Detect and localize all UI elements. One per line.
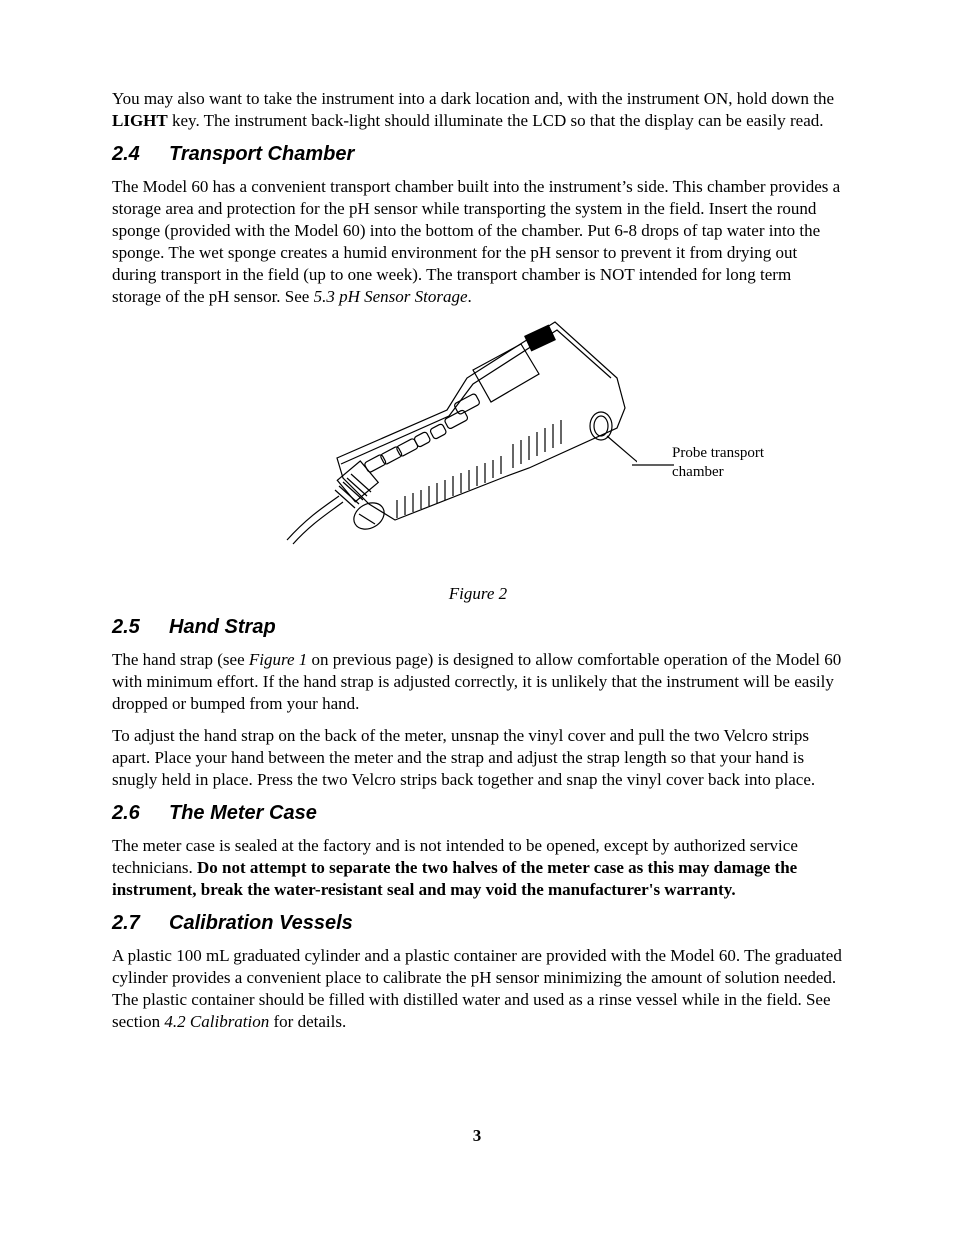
section-heading-2-4: 2.4 Transport Chamber bbox=[112, 143, 355, 165]
figure-caption: Figure 2 bbox=[448, 584, 508, 603]
hand-strap-paragraph-2: To adjust the hand strap on the back of the meter, unsnap the vinyl cover and pull the two Velcro strips apart. Place your hand between the meter and the strap and adjust the strap length so that your hand is snugly held in place. Press the two Velcro strips back together and snap the vinyl cover back into place. bbox=[112, 726, 816, 789]
transport-chamber-paragraph: The Model 60 has a convenient transport chamber built into the instrument’s side. This chamber provides a storage area and protection for the pH sensor while transporting the system in the field. Insert the round sponge (provided with the Model 60) into the bottom of the chamber. Put 6-8 drops of tap water into the sponge. The wet sponge creates a humid environment for the pH sensor to prevent it from drying out during transport in the field (up to one week). The transport chamber is NOT intended for long term storage of the pH sensor. See 5.3 pH Sensor Storage. bbox=[112, 177, 841, 306]
section-heading-2-5: 2.5 Hand Strap bbox=[112, 616, 276, 638]
light-key-label: LIGHT bbox=[112, 111, 168, 130]
calibration-reference: 4.2 Calibration bbox=[164, 1012, 270, 1031]
calibration-vessels-paragraph: A plastic 100 mL graduated cylinder and a plastic container are provided with the Model 60. The graduated cylinder provides a convenient place to calibrate the pH sensor minimizing the amount of solution needed. The plastic container should be filled with distilled water and used as a rinse vessel while in the field. See section 4.2 Calibration for details. bbox=[112, 946, 842, 1031]
page-number: 3 bbox=[472, 1126, 482, 1145]
meter-case-paragraph: The meter case is sealed at the factory and is not intended to be opened, except by authorized service technicians. Do not attempt to separate the two halves of the meter case as this may damage the instrument, break the water-resistant seal and may void the manufacturer's warranty. bbox=[112, 836, 798, 899]
meter-case-warning: Do not attempt to separate the two halves of the meter case as this may damage the instrument, break the water-resistant seal and may void the manufacturer's warranty. bbox=[112, 858, 798, 899]
sensor-storage-reference: 5.3 pH Sensor Storage bbox=[313, 287, 468, 306]
intro-paragraph: You may also want to take the instrument into a dark location and, with the instrument ON, hold down the LIGHT key. The instrument back-light should illuminate the LCD so that the display can be easily read. bbox=[112, 89, 835, 130]
probe-chamber-callout: Probe transport chamber bbox=[672, 445, 765, 480]
meter-illustration bbox=[277, 318, 637, 548]
section-heading-2-6: 2.6 The Meter Case bbox=[112, 802, 317, 824]
figure-1-reference: Figure 1 bbox=[248, 650, 308, 669]
hand-strap-paragraph-1: The hand strap (see Figure 1 on previous page) is designed to allow comfortable operation of the Model 60 with minimum effort. If the hand strap is adjusted correctly, it is unlikely that the instrument will be easily dropped or bumped from your hand. bbox=[112, 650, 842, 713]
figure-2 bbox=[112, 318, 844, 583]
page-content bbox=[112, 88, 844, 1043]
section-heading-2-7: 2.7 Calibration Vessels bbox=[112, 912, 353, 934]
